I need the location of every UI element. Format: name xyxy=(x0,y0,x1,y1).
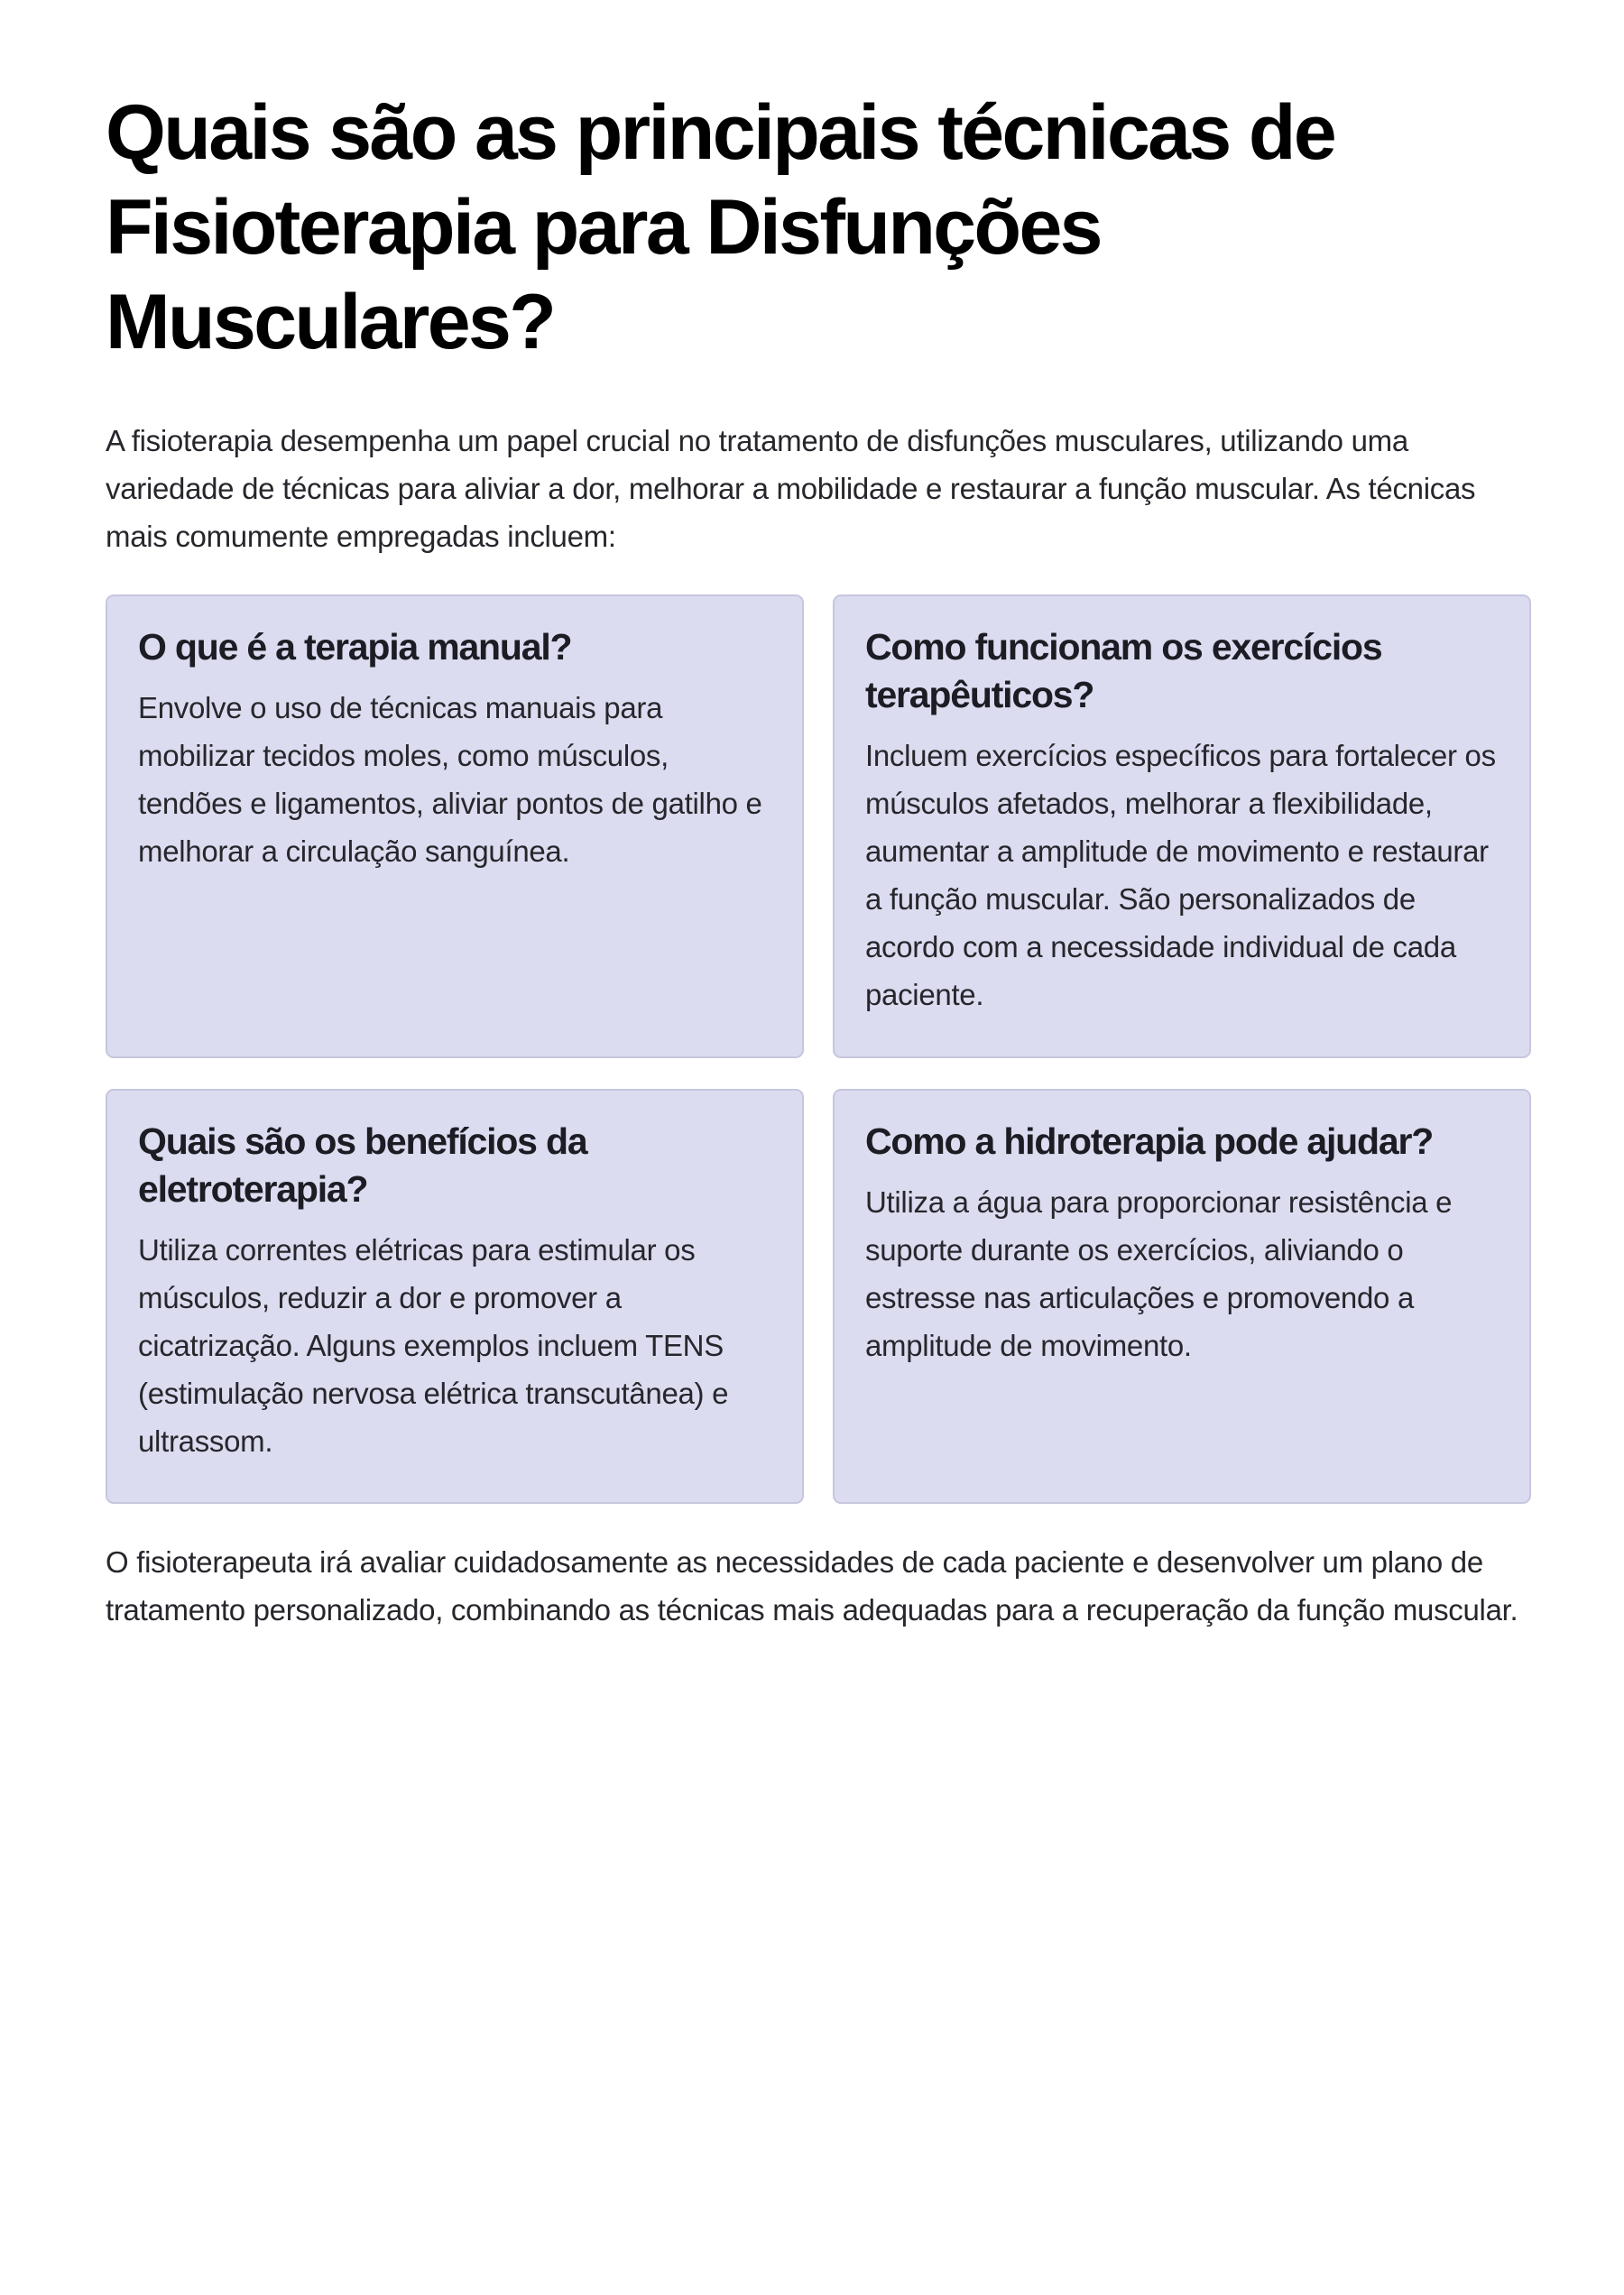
card-text: Incluem exercícios específicos para fortalecer os músculos afetados, melhorar a flexibilidade, aumentar a amplitude de movimento e restaurar a função muscular. São personalizados de acordo com a necessidade individual de cada paciente. xyxy=(865,739,1496,1011)
card-manual-therapy xyxy=(106,594,804,1058)
card-electrotherapy xyxy=(106,1089,804,1504)
card-hydrotherapy xyxy=(833,1089,1531,1504)
card-title: Como a hidroterapia pode ajudar? xyxy=(865,1120,1434,1162)
card-text: Utiliza correntes elétricas para estimular os músculos, reduzir a dor e promover a cicatrização. Alguns exemplos incluem TENS (estimulação nervosa elétrica transcutânea) e ultrassom. xyxy=(138,1233,729,1458)
outro-paragraph: O fisioterapeuta irá avaliar cuidadosamente as necessidades de cada paciente e desenvolver um plano de tratamento personalizado, combinando as técnicas mais adequadas para a recuperação da função muscular. xyxy=(106,1545,1518,1627)
document-page xyxy=(106,86,1531,1634)
technique-cards-grid xyxy=(106,594,1531,1504)
card-title: Como funcionam os exercícios terapêuticos? xyxy=(865,626,1382,715)
card-therapeutic-exercises xyxy=(833,594,1531,1058)
card-title: O que é a terapia manual? xyxy=(138,626,572,668)
card-title: Quais são os benefícios da eletroterapia? xyxy=(138,1120,587,1210)
card-text: Utiliza a água para proporcionar resistência e suporte durante os exercícios, aliviando o estresse nas articulações e promovendo a amplitude de movimento. xyxy=(865,1185,1453,1362)
page-title: Quais são as principais técnicas de Fisioterapia para Disfunções Musculares? xyxy=(106,89,1335,365)
card-text: Envolve o uso de técnicas manuais para mobilizar tecidos moles, como músculos, tendões e ligamentos, aliviar pontos de gatilho e melhorar a circulação sanguínea. xyxy=(138,691,762,868)
intro-paragraph: A fisioterapia desempenha um papel crucial no tratamento de disfunções musculares, utilizando uma variedade de técnicas para aliviar a dor, melhorar a mobilidade e restaurar a função muscular. As técnicas mais comumente empregadas incluem: xyxy=(106,424,1476,553)
